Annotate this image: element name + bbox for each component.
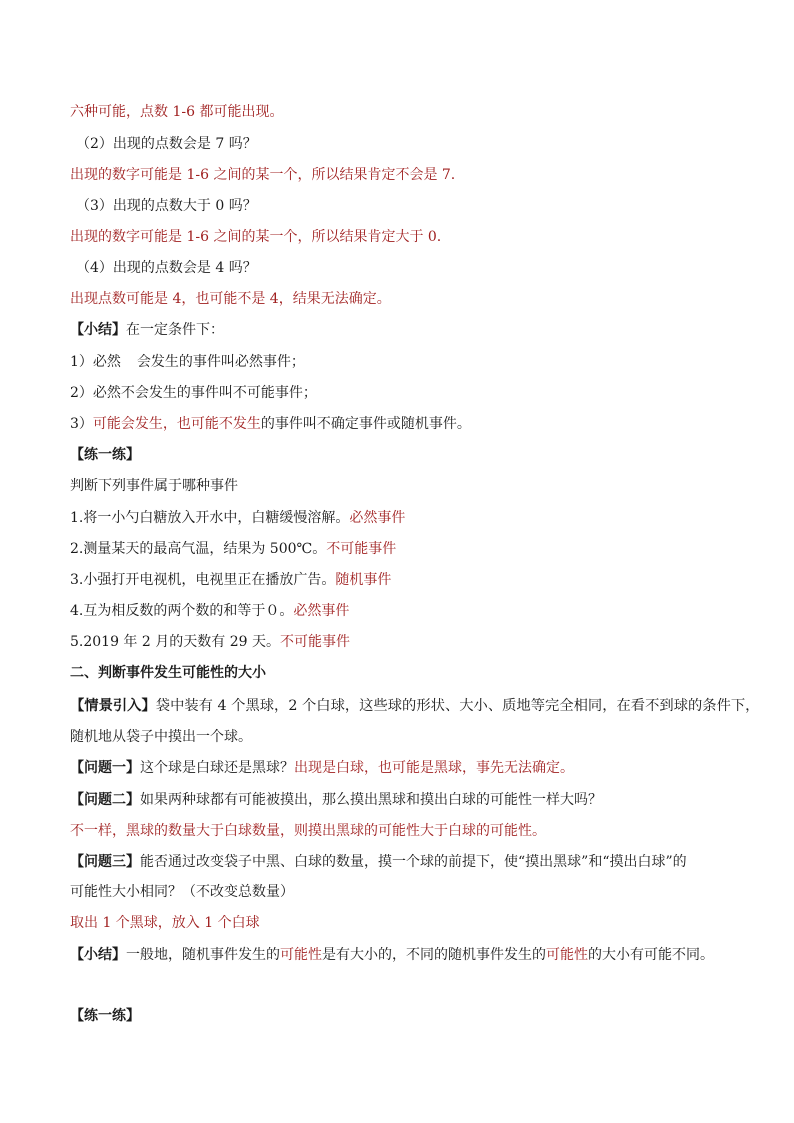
problem-2-answer: 不一样，黑球的数量大于白球数量，则摸出黑球的可能性大于白球的可能性。 bbox=[70, 823, 546, 839]
practice-heading-2: 【练一练】 bbox=[70, 1008, 140, 1024]
summary-2-e: 的大小有可能不同。 bbox=[588, 947, 714, 963]
problem-2-tag: 【问题二】 bbox=[70, 792, 140, 808]
question-3: （3）出现的点数大于 0 吗？ bbox=[76, 198, 257, 214]
scenario-tag: 【情景引入】 bbox=[70, 698, 156, 714]
summary-2-tag: 【小结】 bbox=[70, 947, 126, 963]
practice-item-1-answer: 必然事件 bbox=[349, 510, 406, 526]
answer-4: 出现点数可能是 4，也可能不是 4，结果无法确定。 bbox=[70, 291, 391, 307]
answer-line-1: 六种可能，点数 1-6 都可能出现。 bbox=[70, 104, 284, 120]
problem-1-question: 这个球是白球还是黑球？ bbox=[140, 760, 294, 776]
problem-3 bbox=[70, 852, 724, 872]
summary-2-c: 是有大小的，不同的随机事件发生的 bbox=[322, 947, 546, 963]
scenario-text-cont: 随机地从袋子中摸出一个球。 bbox=[70, 729, 252, 745]
practice-item-4 bbox=[70, 601, 724, 621]
summary-item-2: 2）必然不会发生的事件叫不可能事件； bbox=[70, 385, 317, 401]
answer-3: 出现的数字可能是 1-6 之间的某一个，所以结果肯定大于 0. bbox=[70, 229, 442, 245]
summary-item-3-b: 可能会发生，也可能不发生 bbox=[92, 416, 261, 432]
summary-item-1-a: 1）必然 bbox=[70, 354, 121, 370]
problem-1-answer: 出现是白球，也可能是黑球，事先无法确定。 bbox=[294, 760, 574, 776]
summary-item-1 bbox=[70, 352, 724, 372]
practice-item-3-question: 3.小强打开电视机，电视里正在播放广告。 bbox=[70, 572, 336, 588]
summary-1 bbox=[70, 320, 724, 340]
problem-3-tag: 【问题三】 bbox=[70, 854, 140, 870]
practice-instruction: 判断下列事件属于哪种事件 bbox=[70, 478, 238, 494]
question-4: （4）出现的点数会是 4 吗？ bbox=[76, 260, 257, 276]
summary-item-3-c: 的事件叫不确定事件或随机事件。 bbox=[260, 416, 471, 432]
summary-2-d: 可能性 bbox=[546, 947, 588, 963]
practice-item-5-answer: 不可能事件 bbox=[279, 634, 350, 650]
practice-item-2-question: 2.测量某天的最高气温，结果为 500℃。 bbox=[70, 541, 327, 557]
section-heading-2: 二、判断事件发生可能性的大小 bbox=[70, 665, 266, 681]
practice-item-2 bbox=[70, 539, 724, 559]
summary-2-a: 一般地，随机事件发生的 bbox=[126, 947, 280, 963]
question-2: （2）出现的点数会是 7 吗？ bbox=[76, 136, 257, 152]
practice-item-1 bbox=[70, 508, 724, 528]
scenario-intro bbox=[70, 696, 760, 716]
problem-1-tag: 【问题一】 bbox=[70, 760, 140, 776]
problem-3-question: 能否通过改变袋子中黑、白球的数量，摸一个球的前提下，使“摸出黑球”和“摸出白球”的 bbox=[140, 854, 687, 870]
summary-2 bbox=[70, 945, 724, 965]
practice-item-5 bbox=[70, 632, 724, 652]
practice-item-3 bbox=[70, 570, 724, 590]
practice-item-5-question: 5.2019 年 2 月的天数有 29 天。 bbox=[70, 634, 280, 650]
summary-item-3 bbox=[70, 414, 724, 434]
problem-1 bbox=[70, 758, 724, 778]
practice-heading-1: 【练一练】 bbox=[70, 447, 140, 463]
problem-3-cont: 可能性大小相同？（不改变总数量） bbox=[70, 884, 294, 900]
summary-text: 在一定条件下： bbox=[126, 322, 224, 338]
summary-tag: 【小结】 bbox=[70, 322, 126, 338]
practice-item-4-question: 4.互为相反数的两个数的和等于０。 bbox=[70, 603, 294, 619]
summary-2-b: 可能性 bbox=[280, 947, 322, 963]
practice-item-2-answer: 不可能事件 bbox=[326, 541, 397, 557]
problem-3-answer: 取出 1 个黑球，放入 1 个白球 bbox=[70, 915, 260, 931]
scenario-text: 袋中装有 4 个黑球，2 个白球，这些球的形状、大小、质地等完全相同，在看不到球的条件下， bbox=[155, 698, 760, 714]
answer-2: 出现的数字可能是 1-6 之间的某一个，所以结果肯定不会是 7. bbox=[70, 167, 456, 183]
practice-item-1-question: 1.将一小勺白糖放入开水中，白糖缓慢溶解。 bbox=[70, 510, 350, 526]
problem-2-question: 如果两种球都有可能被摸出，那么摸出黑球和摸出白球的可能性一样大吗？ bbox=[140, 792, 602, 808]
summary-item-3-a: 3） bbox=[70, 416, 93, 432]
problem-2 bbox=[70, 790, 724, 810]
summary-item-1-b: 会发生的事件叫必然事件； bbox=[136, 354, 305, 370]
practice-item-4-answer: 必然事件 bbox=[293, 603, 350, 619]
practice-item-3-answer: 随机事件 bbox=[335, 572, 392, 588]
